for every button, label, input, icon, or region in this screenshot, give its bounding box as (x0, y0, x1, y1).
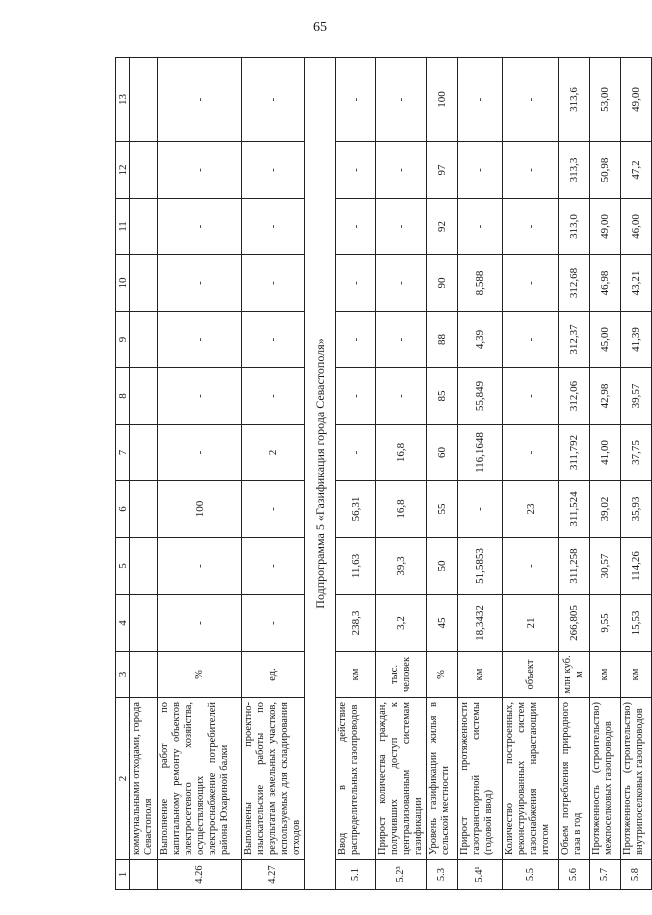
value-cell: - (158, 368, 242, 425)
value-cell: 56,31 (336, 481, 376, 538)
value-cell: - (376, 255, 427, 312)
value-cell: - (503, 58, 559, 142)
col-header: 3 (116, 652, 130, 698)
value-cell: 43,21 (621, 255, 652, 312)
value-cell: - (242, 199, 305, 255)
value-cell: 45,00 (590, 312, 621, 368)
col-header: 13 (116, 58, 130, 142)
col-header: 11 (116, 199, 130, 255)
value-cell: 15,53 (621, 595, 652, 652)
row-number: 4.26 (158, 860, 242, 890)
col-header: 2 (116, 698, 130, 860)
value-cell: - (158, 199, 242, 255)
value-cell: - (376, 199, 427, 255)
value-cell: - (376, 142, 427, 199)
row-name: Объем потребления природного газа в год (559, 698, 590, 860)
subprogram-title: Подпрограмма 5 «Газификация города Севастополя» (305, 58, 336, 890)
value-cell: 313,3 (559, 142, 590, 199)
value-cell: 92 (427, 199, 458, 255)
row-number: 5.8 (621, 860, 652, 890)
row-number (130, 860, 158, 890)
value-cell: 30,57 (590, 538, 621, 595)
table-row (376, 58, 427, 890)
table-row (621, 58, 652, 890)
value-cell: - (242, 595, 305, 652)
subprogram-row (305, 58, 336, 890)
value-cell: 23 (503, 481, 559, 538)
row-number: 5.2³ (376, 860, 427, 890)
value-cell: 311,524 (559, 481, 590, 538)
value-cell: - (503, 199, 559, 255)
col-header: 10 (116, 255, 130, 312)
table-row (242, 58, 305, 890)
col-header: 8 (116, 368, 130, 425)
value-cell: - (458, 199, 503, 255)
value-cell: - (376, 368, 427, 425)
row-unit: % (427, 652, 458, 698)
row-number: 5.1 (336, 860, 376, 890)
col-header: 5 (116, 538, 130, 595)
value-cell: 46,98 (590, 255, 621, 312)
value-cell: - (158, 142, 242, 199)
value-cell: 50,98 (590, 142, 621, 199)
table-row (158, 58, 242, 890)
table-row (590, 58, 621, 890)
value-cell: - (242, 255, 305, 312)
value-cell: 8,588 (458, 255, 503, 312)
row-name: Протяженность (строительство) внутрипоселковых газопроводов (621, 698, 652, 860)
rotated-table-container (115, 58, 645, 890)
value-cell: 85 (427, 368, 458, 425)
value-cell: - (458, 481, 503, 538)
value-cell: 49,00 (590, 199, 621, 255)
table-row (427, 58, 458, 890)
value-cell: - (503, 368, 559, 425)
value-cell: - (458, 58, 503, 142)
value-cell: 53,00 (590, 58, 621, 142)
value-cell: 55 (427, 481, 458, 538)
value-cell: - (458, 142, 503, 199)
value-cell: - (158, 58, 242, 142)
col-header: 7 (116, 425, 130, 481)
value-cell: - (503, 538, 559, 595)
value-cell: 41,00 (590, 425, 621, 481)
value-cell: - (503, 142, 559, 199)
table-row (559, 58, 590, 890)
indicators-table (115, 57, 652, 890)
row-unit: ед. (242, 652, 305, 698)
value-cell: - (242, 58, 305, 142)
value-cell: 50 (427, 538, 458, 595)
row-name: Прирост количества граждан, получивших доступ к централизованным системам газификации (376, 698, 427, 860)
value-cell (130, 255, 158, 312)
value-cell: 312,06 (559, 368, 590, 425)
value-cell: 55,849 (458, 368, 503, 425)
value-cell: 100 (427, 58, 458, 142)
value-cell: 18,3432 (458, 595, 503, 652)
value-cell: - (336, 58, 376, 142)
value-cell: 37,75 (621, 425, 652, 481)
column-number-row (116, 58, 130, 890)
page-number: 65 (313, 20, 327, 35)
value-cell: 313,0 (559, 199, 590, 255)
row-name: Прирост протяженности газотранспортной системы (годовой ввод) (458, 698, 503, 860)
value-cell (130, 199, 158, 255)
row-number: 5.6 (559, 860, 590, 890)
value-cell: 90 (427, 255, 458, 312)
value-cell: 88 (427, 312, 458, 368)
value-cell: 266,805 (559, 595, 590, 652)
value-cell: - (503, 255, 559, 312)
value-cell: 39,57 (621, 368, 652, 425)
value-cell: 16,8 (376, 481, 427, 538)
value-cell (130, 368, 158, 425)
value-cell: 39,02 (590, 481, 621, 538)
value-cell: - (158, 595, 242, 652)
value-cell (130, 425, 158, 481)
col-header: 4 (116, 595, 130, 652)
value-cell: 39,3 (376, 538, 427, 595)
value-cell: - (336, 312, 376, 368)
value-cell: - (158, 538, 242, 595)
table-row (336, 58, 376, 890)
value-cell (130, 538, 158, 595)
value-cell: 60 (427, 425, 458, 481)
value-cell: - (158, 312, 242, 368)
row-name: коммунальными отходами, города Севастополя (130, 698, 158, 860)
row-number: 5.4¹ (458, 860, 503, 890)
value-cell: 238,3 (336, 595, 376, 652)
row-unit: тыс. человек (376, 652, 427, 698)
row-number: 5.3 (427, 860, 458, 890)
value-cell: - (336, 255, 376, 312)
row-number: 5.7 (590, 860, 621, 890)
value-cell: 45 (427, 595, 458, 652)
value-cell: - (376, 58, 427, 142)
value-cell: 312,37 (559, 312, 590, 368)
row-number: 4.27 (242, 860, 305, 890)
col-header: 1 (116, 860, 130, 890)
row-name: Протяженность (строительство) межпоселковых газопроводов (590, 698, 621, 860)
value-cell: 11,63 (336, 538, 376, 595)
value-cell: 311,258 (559, 538, 590, 595)
row-unit: км (590, 652, 621, 698)
value-cell: 46,00 (621, 199, 652, 255)
value-cell: 35,93 (621, 481, 652, 538)
row-name: Выполнены проектно-изыскательские работы по результатам земельных участков, используемых для складирования отходов (242, 698, 305, 860)
row-name: Ввод в действие распределительных газопроводов (336, 698, 376, 860)
row-unit (130, 652, 158, 698)
value-cell: 49,00 (621, 58, 652, 142)
value-cell: - (242, 142, 305, 199)
row-unit: % (158, 652, 242, 698)
value-cell: - (336, 199, 376, 255)
value-cell: 312,68 (559, 255, 590, 312)
row-name: Выполнение работ по капитальному ремонту объектов электросетевого хозяйства, осуществляющих электроснабжение потребителей района Юхариной балки (158, 698, 242, 860)
col-header: 12 (116, 142, 130, 199)
value-cell: 313,6 (559, 58, 590, 142)
value-cell: - (376, 312, 427, 368)
value-cell: 42,98 (590, 368, 621, 425)
value-cell: - (242, 368, 305, 425)
value-cell: 116,1648 (458, 425, 503, 481)
value-cell (130, 58, 158, 142)
table-row (130, 58, 158, 890)
value-cell: 51,5853 (458, 538, 503, 595)
value-cell: - (336, 142, 376, 199)
table-row (503, 58, 559, 890)
value-cell: 100 (158, 481, 242, 538)
value-cell (130, 312, 158, 368)
value-cell: - (336, 368, 376, 425)
row-name: Количество построенных, реконструированных систем газоснабжения нарастающим итогом (503, 698, 559, 860)
value-cell: - (336, 425, 376, 481)
value-cell: 21 (503, 595, 559, 652)
value-cell: - (158, 255, 242, 312)
row-name: Уровень газификации жилья в сельской местности (427, 698, 458, 860)
value-cell: 9,55 (590, 595, 621, 652)
row-unit: км (458, 652, 503, 698)
row-unit: км (336, 652, 376, 698)
value-cell: 114,26 (621, 538, 652, 595)
value-cell: 3,2 (376, 595, 427, 652)
value-cell: 97 (427, 142, 458, 199)
row-unit: объект (503, 652, 559, 698)
row-unit: млн куб. м (559, 652, 590, 698)
col-header: 9 (116, 312, 130, 368)
row-number: 5.5 (503, 860, 559, 890)
row-unit: км (621, 652, 652, 698)
value-cell: 4,39 (458, 312, 503, 368)
value-cell: 47,2 (621, 142, 652, 199)
value-cell: - (242, 538, 305, 595)
value-cell: - (242, 481, 305, 538)
col-header: 6 (116, 481, 130, 538)
value-cell: - (158, 425, 242, 481)
value-cell: 41,39 (621, 312, 652, 368)
value-cell: - (242, 312, 305, 368)
value-cell: - (503, 425, 559, 481)
value-cell (130, 142, 158, 199)
value-cell: 311,792 (559, 425, 590, 481)
value-cell (130, 481, 158, 538)
value-cell: 2 (242, 425, 305, 481)
value-cell: - (503, 312, 559, 368)
value-cell (130, 595, 158, 652)
value-cell: 16,8 (376, 425, 427, 481)
table-row (458, 58, 503, 890)
